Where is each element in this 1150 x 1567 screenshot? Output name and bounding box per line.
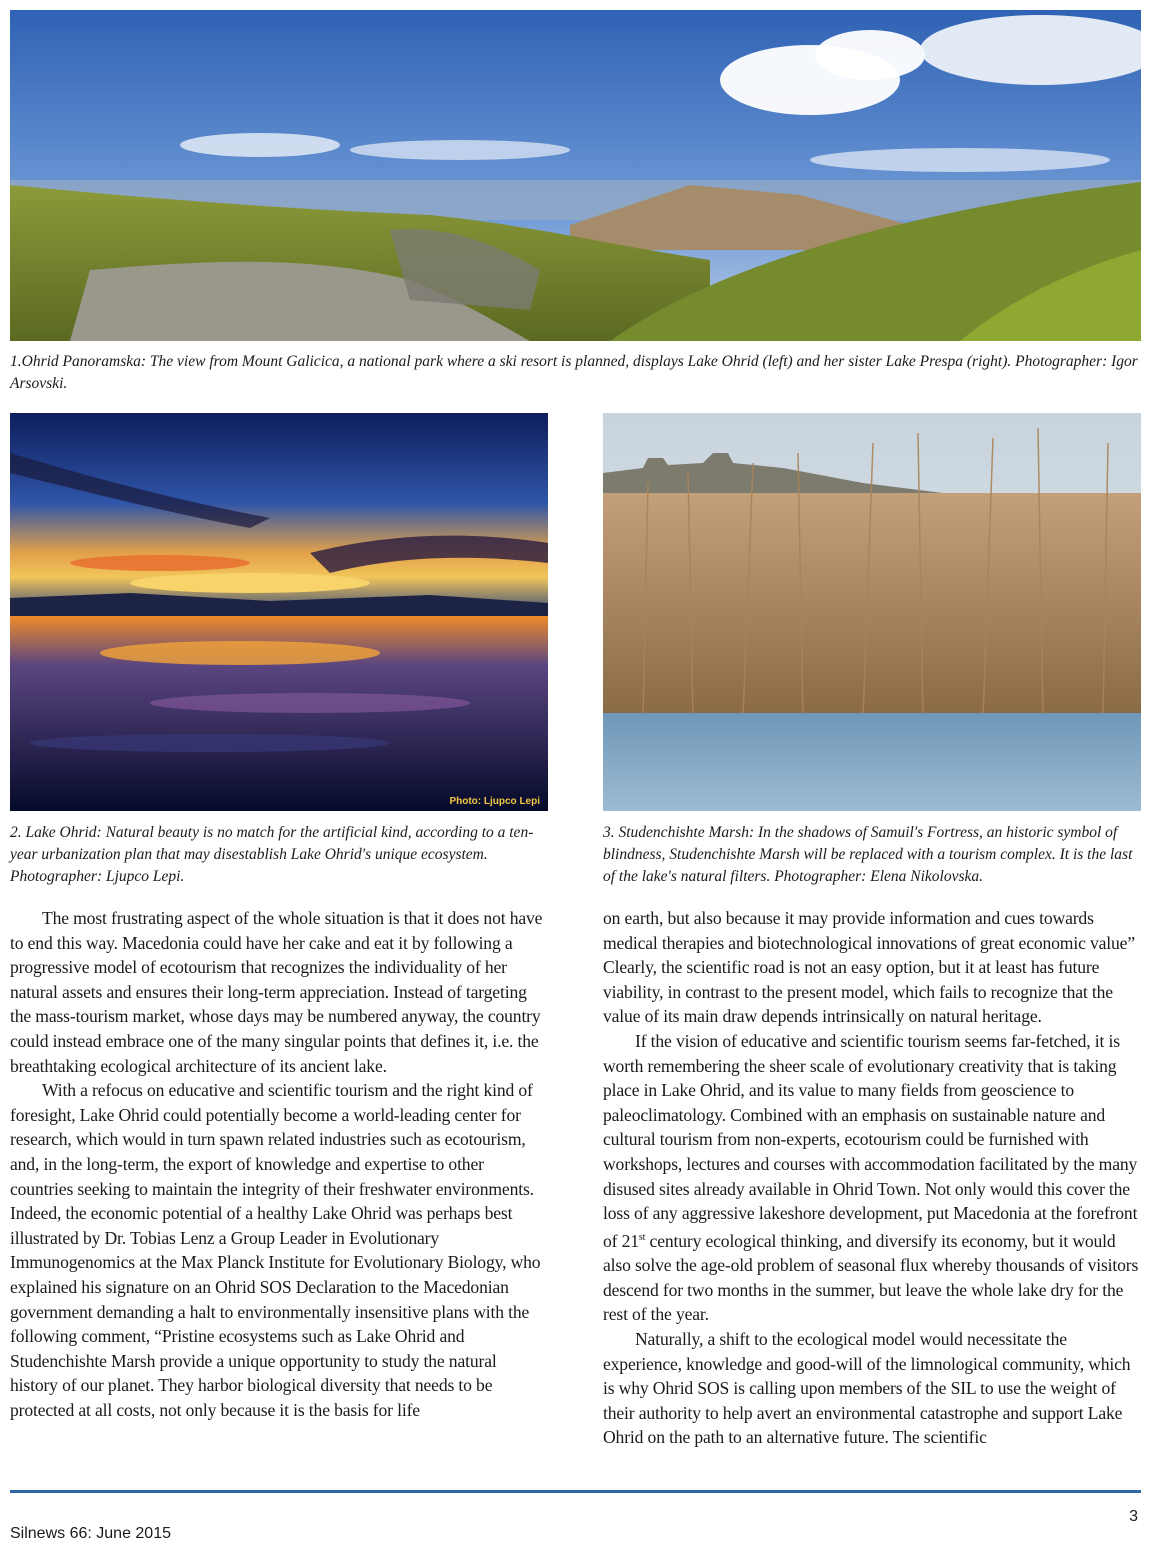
right-paragraph-1: on earth, but also because it may provide information and cues towards medical therapies and biotechnological innovations of great economic value” Clearly, the scientific road is not an easy option, but it at least has future viability, in contrast to the present model, which fails to recognize that the value of its main draw depends intrinsically on natural heritage. bbox=[603, 908, 1136, 1027]
right-paragraph-3: Naturally, a shift to the ecological model would necessitate the experience, knowledge and good-will of the limnological community, which is why Ohrid SOS is calling upon members of the SIL to use the weight of their authority to help avert an environmental catastrophe and support Lake Ohrid on the path to an alternative future. The scientific bbox=[603, 1328, 1131, 1448]
reed-marsh-photo-icon bbox=[603, 413, 1141, 811]
left-column bbox=[10, 906, 548, 1422]
caption-sunset: 2. Lake Ohrid: Natural beauty is no match for the artificial kind, according to a ten-year urbanization plan that may disestablish Lake Ohrid's unique ecosystem. Photographer: Ljupco Lepi. bbox=[10, 824, 534, 885]
footer-divider bbox=[10, 1490, 1141, 1493]
caption-marsh: 3. Studenchishte Marsh: In the shadows of Samuil's Fortress, an historic symbol of blindness, Studenchishte Marsh will be replaced with a tourism complex. It is the last of the lake's natural filters. Photographer: Elena Nikolovska. bbox=[603, 824, 1133, 885]
mountain-panorama-photo-icon bbox=[10, 10, 1141, 341]
left-paragraph-1: The most frustrating aspect of the whole situation is that it does not have to end this way. Macedonia could have her cake and eat it by following a progressive model of ecotourism that recognizes the individuality of her natural assets and ensures their long-term appreciation. Instead of targeting the mass-tourism market, whose days may be numbered anyway, the country could instead embrace one of the many singular points that defines it, i.e. the breathtaking ecological architecture of its ancient lake. bbox=[10, 908, 543, 1076]
right-column bbox=[603, 906, 1141, 1450]
ordinal-suffix: st bbox=[638, 1231, 646, 1243]
marsh-photo bbox=[603, 413, 1141, 811]
caption-panorama: 1.Ohrid Panoramska: The view from Mount Galicica, a national park where a ski resort is planned, displays Lake Ohrid (left) and her sister Lake Prespa (right). Photographer: Igor Arsovski. bbox=[10, 353, 1138, 392]
left-paragraph-2: With a refocus on educative and scientific tourism and the right kind of foresight, Lake Ohrid could potentially become a world-leading center for research, which would in turn spawn related industries such as ecotourism, and, in the long-term, the export of knowledge and expertise to other countries seeking to maintain the integrity of their freshwater environments. Indeed, the economic potential of a healthy Lake Ohrid was perhaps best illustrated by Dr. Tobias Lenz a Group Leader in Evolutionary Immunogenomics at the Max Planck Institute for Evolutionary Biology, who explained his signature on an Ohrid SOS Declaration to the Macedonian government demanding a halt to environmentally insensitive plans with the following comment, “Pristine ecosystems such as Lake Ohrid and Studenchishte Marsh provide a unique opportunity to study the natural history of our planet. They harbor biological diversity that needs to be protected at all costs, not only because it is the basis for life bbox=[10, 1080, 541, 1420]
page-number: 3 bbox=[1129, 1508, 1138, 1525]
right-paragraph-2 bbox=[603, 1029, 1141, 1327]
right-paragraph-2-part-b: century ecological thinking, and diversify its economy, but it would also solve the age-old problem of seasonal flux whereby thousands of visitors descend for two months in the summer, but leave the whole lake dry for the rest of the year. bbox=[603, 1230, 1139, 1325]
sunset-photo bbox=[10, 413, 548, 811]
lake-sunset-photo-icon bbox=[10, 413, 548, 811]
photo-credit-label: Photo: Ljupco Lepi bbox=[449, 796, 540, 807]
panorama-photo bbox=[10, 10, 1141, 341]
right-paragraph-2-part-a: If the vision of educative and scientific tourism seems far-fetched, it is worth remembering the sheer scale of evolutionary creativity that is taking place in Lake Ohrid, and its value to many fields from geoscience to paleoclimatology. Combined with an emphasis on sustainable nature and cultural tourism from non-experts, ecotourism could be furnished with workshops, lectures and courses with accommodation facilitated by the many disused sites already available in Ohrid Town. Not only would this cover the loss of any aggressive lakeshore development, put Macedonia at the forefront of 21 bbox=[603, 1030, 1138, 1251]
journal-footer: Silnews 66: June 2015 bbox=[10, 1525, 171, 1542]
